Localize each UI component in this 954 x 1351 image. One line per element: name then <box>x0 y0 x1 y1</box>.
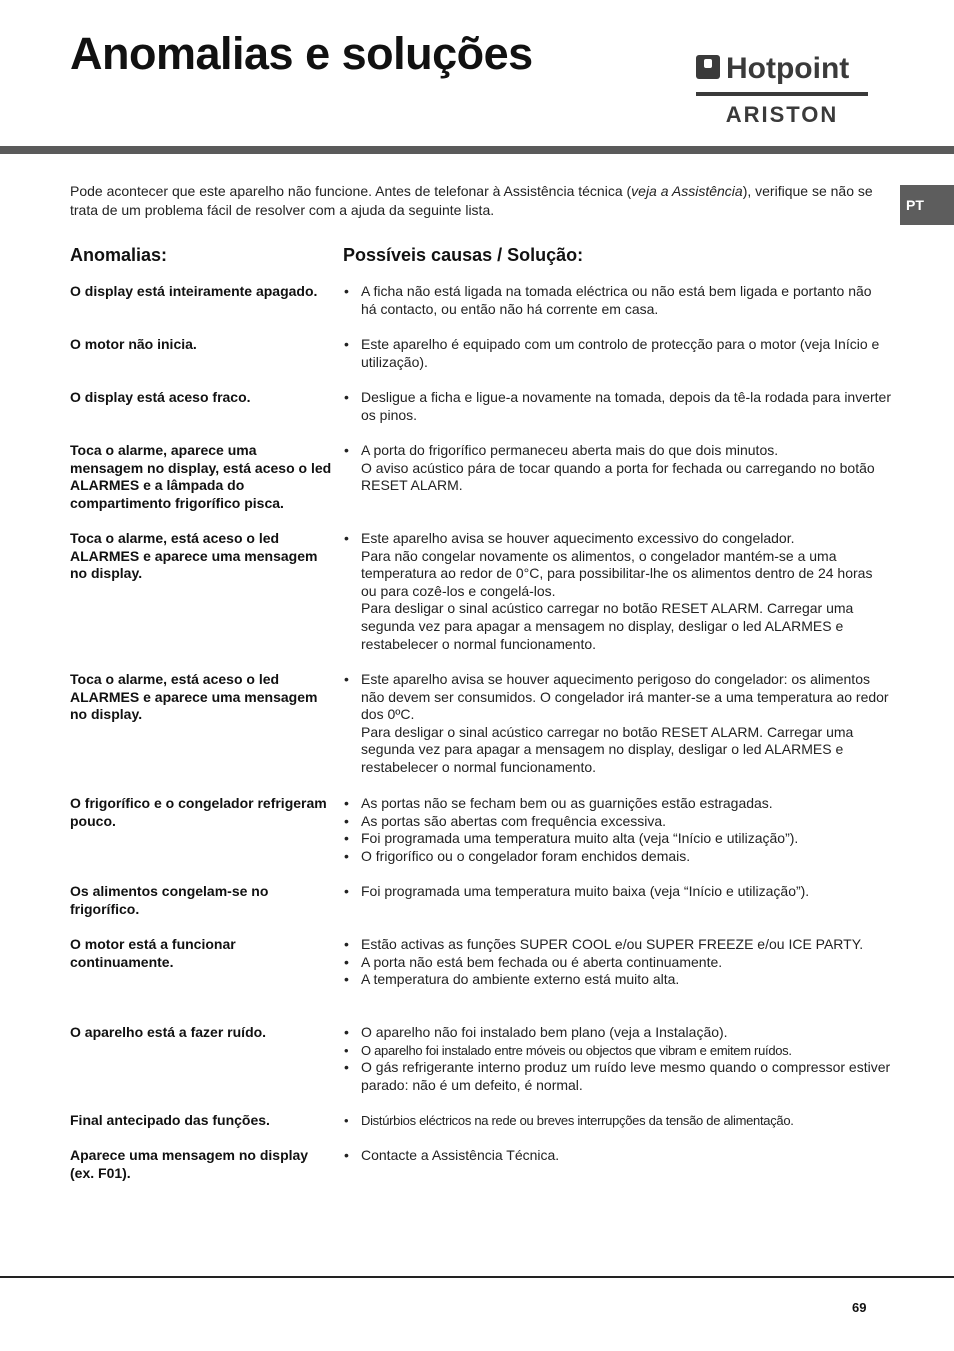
solution-list <box>343 1024 891 1094</box>
solution-list <box>343 883 891 901</box>
problem-text: Toca o alarme, está aceso o led ALARMES e aparece uma mensagem no display. <box>70 530 318 582</box>
problem-text: O aparelho está a fazer ruído. <box>70 1024 267 1040</box>
solution-item: • As portas são abertas com frequência excessiva. <box>343 813 891 831</box>
solution-item: • A porta não está bem fechada ou é aberta continuamente. <box>343 954 891 972</box>
solution-item: Para não congelar novamente os alimentos, o congelador mantém-se a uma temperatura ao redor de 0°C, para possibilitar-lhe os alimentos dentro de 24 horas ou para cozê-los e congelá-los. <box>361 547 873 599</box>
solution-list <box>343 795 891 865</box>
header-rule <box>0 146 954 154</box>
brand-logo <box>694 52 870 126</box>
solution-list <box>343 283 891 318</box>
page-number: 69 <box>852 1300 867 1315</box>
solution-item: • Este aparelho avisa se houver aquecimento perigoso do congelador: os alimentos não devem ser consumidos. O congelador irá manter-se a uma temperatura ao redor dos 0ºC. <box>343 671 891 724</box>
problem-text: Toca o alarme, está aceso o led ALARMES e aparece uma mensagem no display. <box>70 671 318 723</box>
solution-list <box>343 1147 891 1165</box>
solution-item: • O aparelho não foi instalado bem plano (veja a Instalação). <box>343 1024 891 1042</box>
solution-item: O aviso acústico pára de tocar quando a porta for fechada ou carregando no botão RESET ALARM. <box>361 459 875 494</box>
brand-top: Hotpoint <box>726 52 850 85</box>
intro-reference: veja a Assistência <box>631 183 743 199</box>
solution-list <box>343 530 891 653</box>
problem-text: O motor não inicia. <box>70 336 197 352</box>
solution-item: • Foi programada uma temperatura muito alta (veja “Início e utilização”). <box>343 830 891 848</box>
solution-item: • Estão activas as funções SUPER COOL e/ou SUPER FREEZE e/ou ICE PARTY. <box>343 936 891 954</box>
solution-item: • A ficha não está ligada na tomada eléctrica ou não está bem ligada e portanto não há contacto, ou então não há corrente em casa. <box>343 283 891 318</box>
intro-text-2: ), verifique se não se trata de um problema fácil de resolver com a ajuda da seguinte lista. <box>70 183 873 218</box>
solution-item: • Distúrbios eléctricos na rede ou breves interrupções da tensão de alimentação. <box>343 1112 891 1130</box>
solution-list <box>343 671 891 777</box>
solution-item: • A porta do frigorífico permaneceu aberta mais do que dois minutos. <box>343 442 891 460</box>
solution-item: • As portas não se fecham bem ou as guarnições estão estragadas. <box>343 795 891 813</box>
solution-item: • O gás refrigerante interno produz um ruído leve mesmo quando o compressor estiver parado: não é um defeito, é normal. <box>343 1059 891 1094</box>
intro-text-1: Pode acontecer que este aparelho não funcione. Antes de telefonar à Assistência técnica ( <box>70 183 632 199</box>
problem-text: O frigorífico e o congelador refrigeram pouco. <box>70 795 327 829</box>
solutions-heading: Possíveis causas / Solução: <box>343 245 584 265</box>
solution-item: Para desligar o sinal acústico carregar no botão RESET ALARM. Carregar uma segunda vez para apagar a mensagem no display, desligar o led ALARMES e restabelecer o normal funcionamento. <box>361 600 854 652</box>
problem-text: Aparece uma mensagem no display (ex. F01). <box>70 1147 309 1181</box>
solution-list <box>343 442 891 495</box>
solution-item: • O aparelho foi instalado entre móveis ou objectos que vibram e emitem ruídos. <box>343 1042 891 1060</box>
language-tab: PT <box>900 185 954 225</box>
intro-paragraph <box>70 182 890 220</box>
problem-text: O display está aceso fraco. <box>70 389 251 405</box>
problem-text: Final antecipado das funções. <box>70 1112 270 1128</box>
solution-list <box>343 336 891 371</box>
solution-item: • Desligue a ficha e ligue-a novamente na tomada, depois da tê-la rodada para inverter os pinos. <box>343 389 891 424</box>
solution-item: • Este aparelho avisa se houver aquecimento excessivo do congelador. <box>343 530 891 548</box>
problem-text: Toca o alarme, aparece uma mensagem no display, está aceso o led ALARMES e a lâmpada do compartimento frigorífico pisca. <box>70 442 332 511</box>
solution-list <box>343 389 891 424</box>
brand-bottom: ARISTON <box>725 102 839 126</box>
solution-list <box>343 936 891 989</box>
problem-text: Os alimentos congelam-se no frigorífico. <box>70 883 269 917</box>
problem-text: O motor está a funcionar continuamente. <box>70 936 236 970</box>
anomalies-heading: Anomalias: <box>70 245 168 265</box>
solution-item: • Contacte a Assistência Técnica. <box>343 1147 891 1165</box>
solution-list <box>343 1112 891 1130</box>
page-title: Anomalias e soluções <box>70 28 533 79</box>
solution-item: • Este aparelho é equipado com um controlo de protecção para o motor (veja Início e utilização). <box>343 336 891 371</box>
problem-text: O display está inteiramente apagado. <box>70 283 318 299</box>
solution-item: • A temperatura do ambiente externo está muito alta. <box>343 971 891 989</box>
footer-rule <box>0 1276 954 1278</box>
solution-item: • O frigorífico ou o congelador foram enchidos demais. <box>343 848 891 866</box>
solution-item: Para desligar o sinal acústico carregar no botão RESET ALARM. Carregar uma segunda vez para apagar a mensagem no display, desligar o led ALARMES e restabelecer o normal funcionamento. <box>361 723 854 775</box>
solution-item: • Foi programada uma temperatura muito baixa (veja “Início e utilização”). <box>343 883 891 901</box>
